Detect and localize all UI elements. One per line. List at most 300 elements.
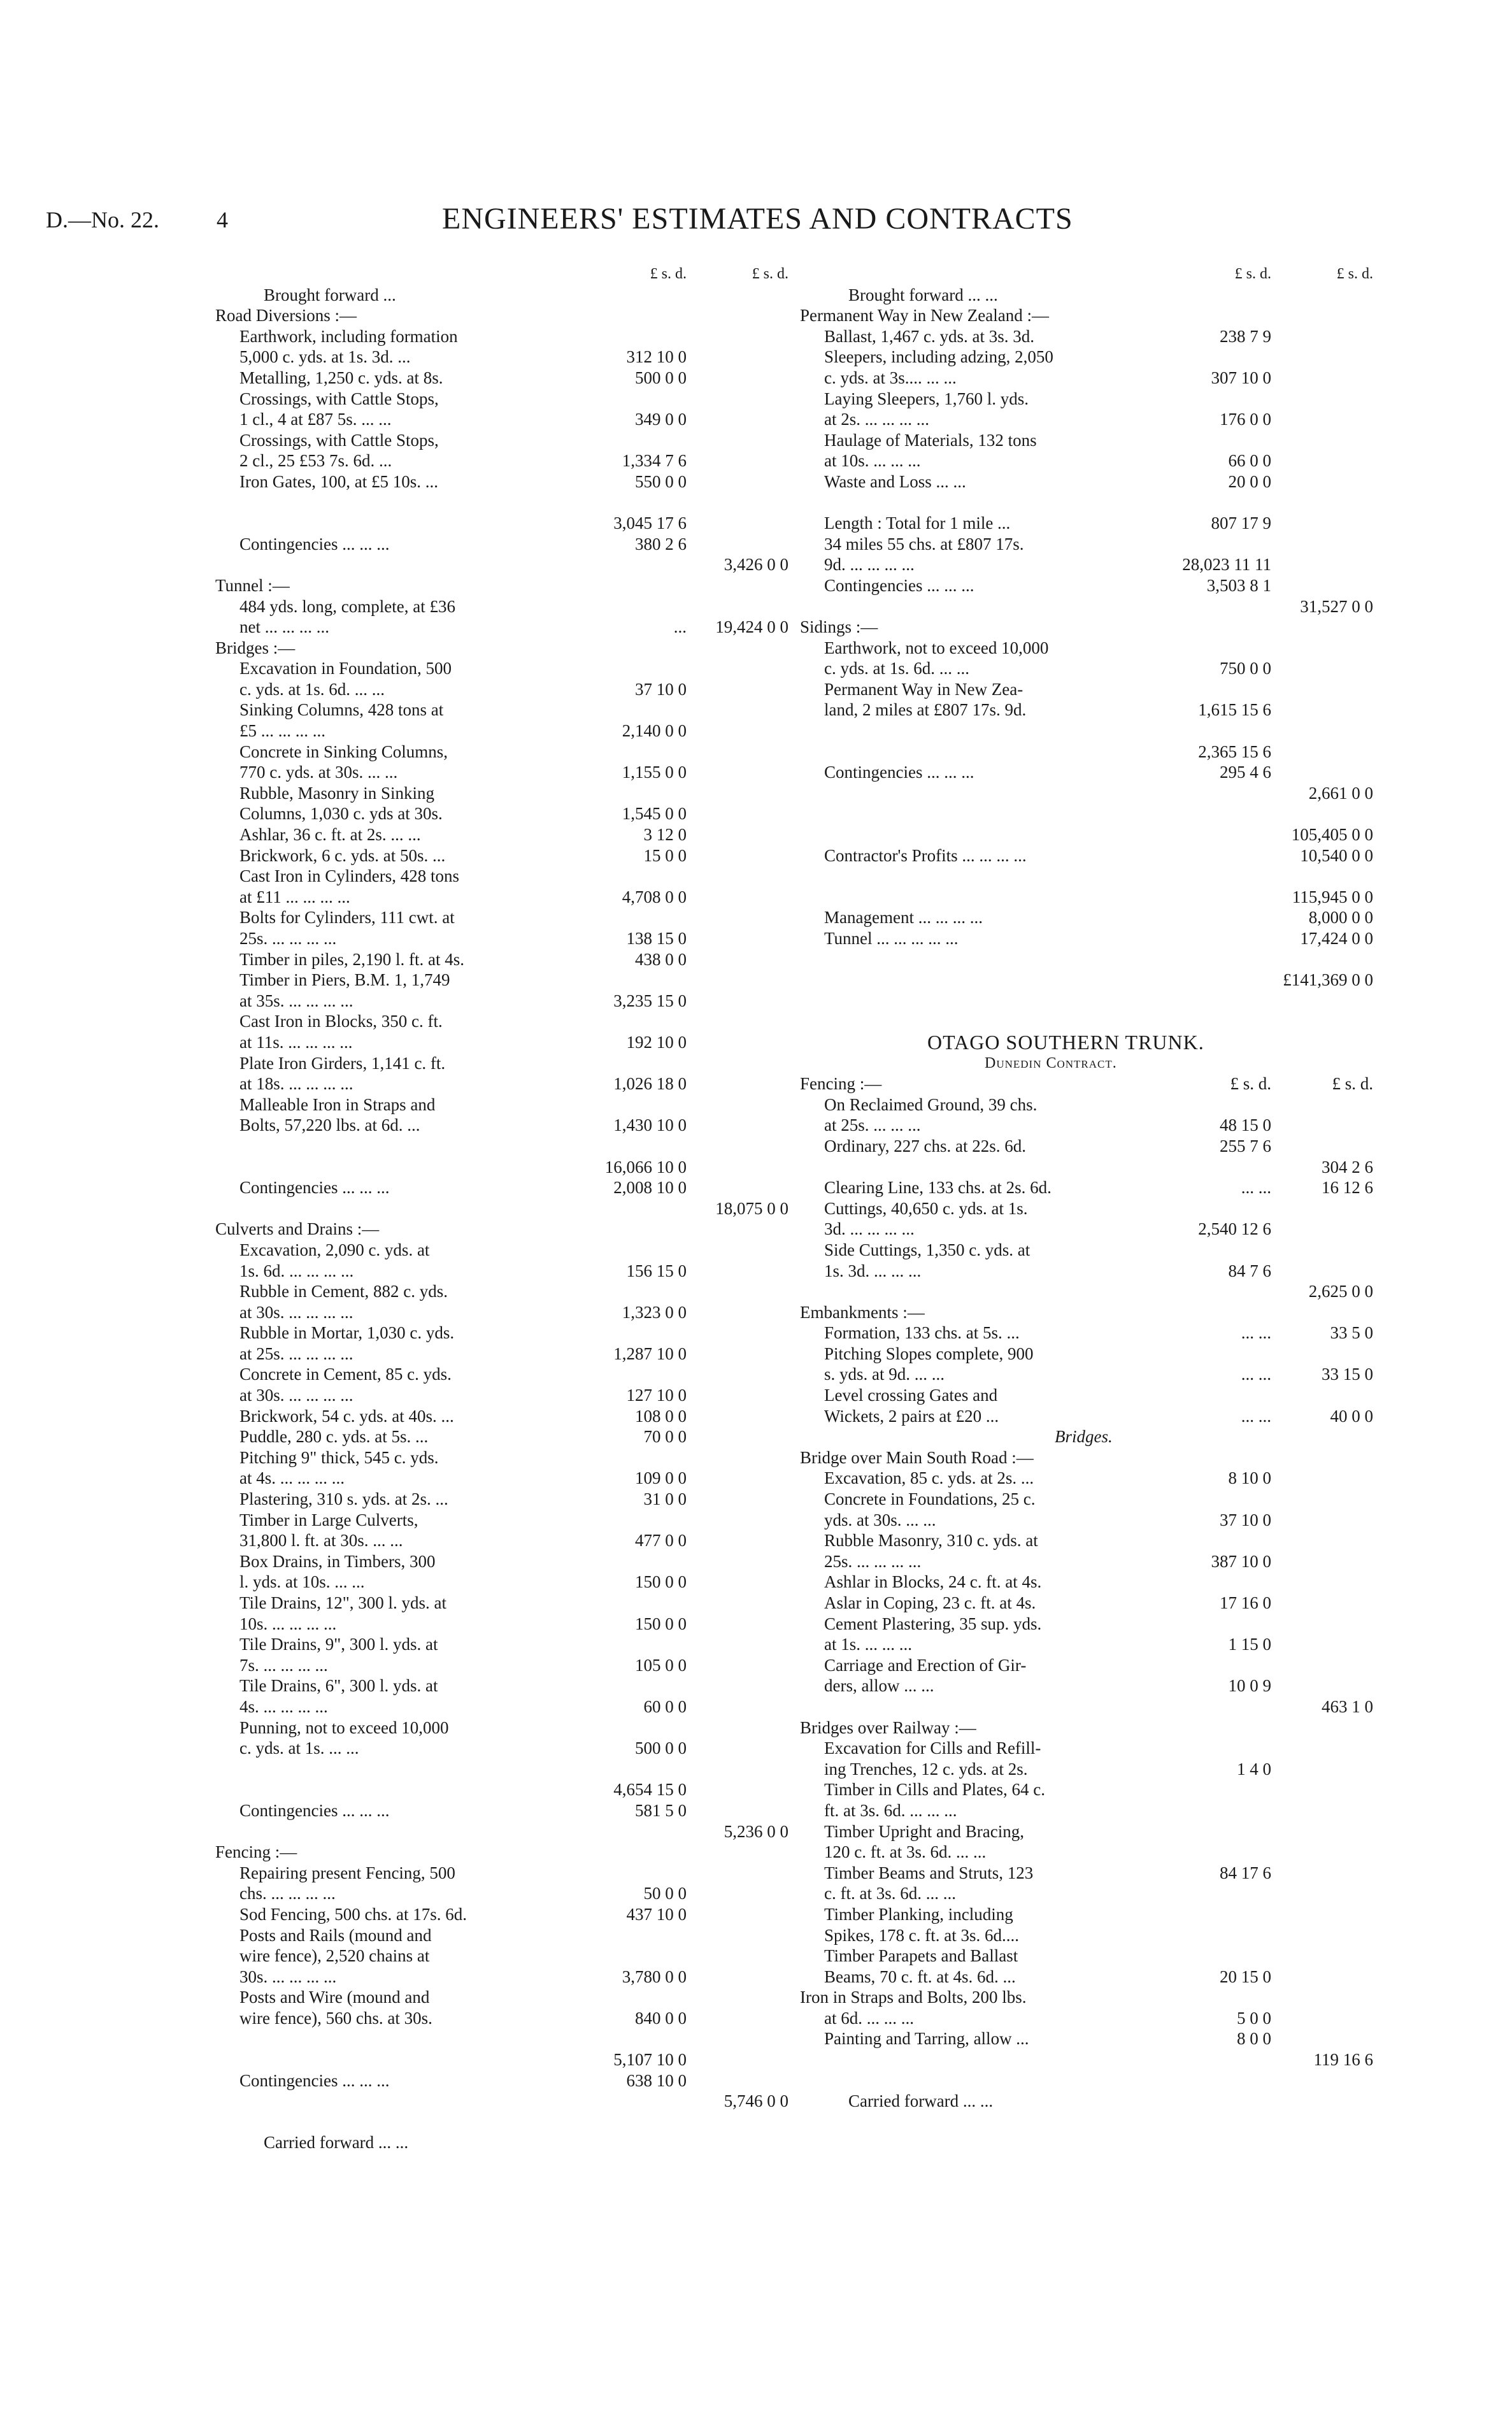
ledger-row	[800, 1385, 1373, 1406]
ledger-row	[215, 575, 788, 596]
ledger-row	[800, 762, 1373, 783]
ledger-row	[800, 1904, 1373, 1925]
ledger-label: Permanent Way in New Zealand :—	[800, 306, 1049, 326]
ledger-row	[800, 450, 1373, 471]
ledger-label: Cement Plastering, 35 sup. yds.	[824, 1614, 1042, 1633]
ledger-row	[215, 1281, 788, 1302]
ledger-subtotal: 238 7 9	[1220, 326, 1271, 346]
ledger-row	[215, 1364, 788, 1385]
ledger-subtotal: 5 0 0	[1237, 2008, 1271, 2028]
ledger-label: Earthwork, not to exceed 10,000	[824, 638, 1049, 657]
ledger-total: 3,426 0 0	[724, 555, 788, 575]
ledger-label: Bolts for Cylinders, 111 cwt. at	[239, 908, 455, 928]
ledger-label: Concrete in Sinking Columns,	[239, 742, 448, 761]
ledger-row	[215, 1094, 788, 1115]
ledger-row	[215, 1696, 788, 1717]
ledger-label: wire fence), 2,520 chains at	[239, 1946, 430, 1966]
ledger-row	[800, 1302, 1373, 1323]
currency-header	[800, 264, 1373, 285]
ledger-subtotal: 15 0 0	[643, 845, 687, 865]
ledger-row	[215, 1946, 788, 1967]
ledger-subtotal: 438 0 0	[635, 949, 687, 969]
ledger-row	[800, 720, 1373, 742]
ledger-label: 30s. ... ... ... ...	[239, 1967, 337, 1986]
ledger-row	[215, 430, 788, 451]
ledger-subtotal: 84 7 6	[1228, 1261, 1271, 1280]
ledger-subtotal: 8 0 0	[1237, 2029, 1271, 2049]
right-column	[800, 264, 1373, 2112]
ledger-row	[800, 1073, 1373, 1094]
ledger-row	[215, 1655, 788, 1676]
ledger-label: Ashlar, 36 c. ft. at 2s. ... ...	[239, 825, 421, 845]
ledger-label: Timber in piles, 2,190 l. ft. at 4s.	[239, 949, 465, 969]
ledger-row	[800, 1406, 1373, 1427]
ledger-row	[800, 554, 1373, 575]
ledger-label: Bridges over Railway :—	[800, 1717, 976, 1737]
ledger-row	[800, 1344, 1373, 1365]
ledger-row	[800, 471, 1373, 492]
ledger-label: Malleable Iron in Straps and	[239, 1094, 436, 1114]
ledger-subtotal: 31 0 0	[643, 1489, 687, 1509]
ledger-subtotal: 255 7 6	[1220, 1136, 1271, 1156]
ledger-row	[800, 2091, 1373, 2112]
ledger-label: Rubble in Cement, 882 c. yds.	[239, 1282, 448, 1301]
ledger-row	[215, 1053, 788, 1074]
ledger-row	[800, 1883, 1373, 1904]
ledger-label: c. yds. at 1s. ... ...	[239, 1738, 359, 1758]
ledger-label: Contingencies ... ... ...	[239, 1800, 390, 1820]
ledger-label: ft. at 3s. 6d. ... ... ...	[824, 1800, 957, 1820]
ledger-row	[215, 1240, 788, 1261]
ledger-row	[215, 1821, 788, 1842]
ledger-label: Ashlar in Blocks, 24 c. ft. at 4s.	[824, 1572, 1042, 1592]
ledger-subtotal: 807 17 9	[1211, 513, 1271, 533]
ledger-row	[215, 2091, 788, 2112]
ledger-label: 4s. ... ... ... ...	[239, 1696, 328, 1716]
ledger-label: Tile Drains, 12", 300 l. yds. at	[239, 1593, 447, 1612]
ledger-label: at 4s. ... ... ... ...	[239, 1468, 345, 1488]
ledger-label: at £11 ... ... ... ...	[239, 887, 350, 907]
ledger-subtotal: 37 10 0	[635, 679, 687, 699]
ledger-row	[215, 658, 788, 679]
ledger-row	[215, 783, 788, 804]
ledger-row	[215, 1406, 788, 1427]
ledger-label: Metalling, 1,250 c. yds. at 8s.	[239, 368, 443, 387]
ledger-label: Side Cuttings, 1,350 c. yds. at	[824, 1240, 1031, 1259]
ledger-row	[215, 866, 788, 887]
ledger-row	[800, 699, 1373, 720]
ledger-row	[215, 1717, 788, 1738]
ledger-label: Level crossing Gates and	[824, 1386, 998, 1405]
ledger-label: 1s. 3d. ... ... ...	[824, 1261, 922, 1280]
ledger-row	[800, 1863, 1373, 1884]
ledger-row	[215, 1530, 788, 1551]
ledger-label: Cuttings, 40,650 c. yds. at 1s.	[824, 1198, 1028, 1218]
ledger-row	[215, 991, 788, 1012]
ledger-label: Excavation in Foundation, 500	[239, 659, 452, 678]
ledger-row	[215, 803, 788, 824]
ledger-total: 31,527 0 0	[1300, 596, 1373, 616]
ledger-subtotal: 3,045 17 6	[613, 513, 687, 533]
ledger-total: 17,424 0 0	[1300, 929, 1373, 948]
ledger-label: Brickwork, 54 c. yds. at 40s. ...	[239, 1406, 454, 1426]
ledger-row	[215, 1593, 788, 1614]
ledger-label: Wickets, 2 pairs at £20 ...	[824, 1406, 999, 1426]
ledger-row	[215, 2008, 788, 2029]
ledger-row	[800, 1468, 1373, 1489]
ledger-label: at 35s. ... ... ... ...	[239, 991, 353, 1010]
ledger-row	[800, 1925, 1373, 1946]
ledger-row	[800, 285, 1373, 306]
ledger-row	[800, 1364, 1373, 1385]
ledger-subtotal: 20 15 0	[1220, 1967, 1271, 1986]
ledger-row	[215, 1136, 788, 1157]
ledger-row	[800, 575, 1373, 596]
ledger-row	[215, 1385, 788, 1406]
ledger-row	[800, 1696, 1373, 1717]
ledger-label: Brought forward ... ...	[848, 285, 998, 305]
ledger-subtotal: 2,365 15 6	[1198, 742, 1271, 761]
ledger-label: Iron Gates, 100, at £5 10s. ...	[239, 471, 438, 491]
ledger-label: Concrete in Cement, 85 c. yds.	[239, 1365, 452, 1384]
ledger-row	[215, 2132, 788, 2153]
ledger-label: ing Trenches, 12 c. yds. at 2s.	[824, 1759, 1028, 1779]
ledger-label: Contingencies ... ... ...	[824, 763, 974, 782]
ledger-row	[800, 409, 1373, 430]
ledger-subtotal: £ s. d.	[1230, 1074, 1271, 1094]
ledger-label: Plastering, 310 s. yds. at 2s. ...	[239, 1489, 448, 1509]
ledger-subtotal: 50 0 0	[643, 1884, 687, 1903]
ledger-row	[215, 1759, 788, 1780]
ledger-row	[800, 347, 1373, 368]
ledger-label: Timber Parapets and Ballast	[824, 1946, 1018, 1966]
ledger-row	[215, 1468, 788, 1489]
ledger-row	[800, 326, 1373, 347]
ledger-label: 120 c. ft. at 3s. 6d. ... ...	[824, 1842, 987, 1862]
ledger-total: £141,369 0 0	[1283, 970, 1373, 990]
ledger-row	[800, 1447, 1373, 1468]
ledger-label: 31,800 l. ft. at 30s. ... ...	[239, 1531, 403, 1551]
ledger-row	[800, 1510, 1373, 1531]
ledger-row	[215, 326, 788, 347]
ledger-label: Bridges.	[1055, 1427, 1113, 1447]
ledger-row	[215, 1925, 788, 1946]
ledger-subtotal: ... ...	[1241, 1365, 1271, 1384]
ledger-row	[800, 845, 1373, 866]
ledger-label: Repairing present Fencing, 500	[239, 1863, 455, 1882]
ledger-label: 7s. ... ... ... ...	[239, 1655, 328, 1675]
ledger-label: 2 cl., 25 £53 7s. 6d. ...	[239, 451, 392, 471]
ledger-row	[800, 1177, 1373, 1198]
ledger-label: Fencing :—	[215, 1842, 297, 1862]
ledger-row	[800, 617, 1373, 638]
ledger-label: Culverts and Drains :—	[215, 1219, 380, 1239]
ledger-label: Sleepers, including adzing, 2,050	[824, 347, 1053, 367]
ledger-row	[800, 907, 1373, 928]
ledger-row	[800, 887, 1373, 908]
ledger-row	[215, 305, 788, 326]
ledger-row	[215, 1447, 788, 1468]
ledger-label: Puddle, 280 c. yds. at 5s. ...	[239, 1427, 429, 1447]
ledger-total: 19,424 0 0	[715, 617, 788, 637]
ledger-label: Brought forward ...	[264, 285, 396, 305]
ledger-row	[215, 554, 788, 575]
ledger-total: 18,075 0 0	[715, 1198, 788, 1218]
ledger-label: Road Diversions :—	[215, 306, 357, 326]
ledger-row	[800, 1821, 1373, 1842]
ledger-label: Cast Iron in Cylinders, 428 tons	[239, 866, 459, 886]
ledger-row	[215, 534, 788, 555]
ledger-label: Tunnel ... ... ... ... ...	[824, 929, 959, 948]
ledger-label: s. yds. at 9d. ... ...	[824, 1365, 945, 1384]
ledger-label: OTAGO SOUTHERN TRUNK.	[927, 1030, 1204, 1054]
ledger-row	[215, 2028, 788, 2049]
ledger-row	[800, 949, 1373, 970]
ledger-row	[800, 1800, 1373, 1821]
ledger-label: Sidings :—	[800, 617, 878, 637]
ledger-label: Painting and Tarring, allow ...	[824, 2029, 1029, 2049]
ledger-row	[215, 1551, 788, 1572]
ledger-row	[800, 783, 1373, 804]
ledger-label: Tunnel :—	[215, 575, 290, 595]
ledger-row	[215, 1883, 788, 1904]
ledger-subtotal: 150 0 0	[635, 1614, 687, 1633]
ledger-label: 484 yds. long, complete, at £36	[239, 596, 455, 616]
ledger-subtotal: 1,430 10 0	[613, 1115, 687, 1135]
ledger-label: chs. ... ... ... ...	[239, 1884, 336, 1903]
ledger-row	[800, 1717, 1373, 1738]
ledger-row	[215, 389, 788, 410]
ledger-label: Length : Total for 1 mile ...	[824, 513, 1011, 533]
ledger-row	[215, 1426, 788, 1447]
ledger-subtotal: 156 15 0	[626, 1261, 687, 1280]
ledger-label: Iron in Straps and Bolts, 200 lbs.	[800, 1988, 1027, 2007]
ledger-total: 40 0 0	[1330, 1406, 1373, 1426]
ledger-label: Haulage of Materials, 132 tons	[824, 430, 1037, 450]
ledger-row	[215, 928, 788, 949]
ledger-row	[800, 596, 1373, 617]
ledger-row	[215, 1344, 788, 1365]
ledger-row	[800, 2049, 1373, 2070]
currency-header-total: £ s. d.	[1336, 266, 1373, 282]
ledger-subtotal: 48 15 0	[1220, 1115, 1271, 1135]
ledger-subtotal: 1,334 7 6	[622, 451, 687, 471]
ledger-row	[215, 1987, 788, 2008]
ledger-label: Posts and Wire (mound and	[239, 1988, 430, 2007]
ledger-row	[215, 762, 788, 783]
ledger-row	[215, 2112, 788, 2133]
ledger-row	[800, 2008, 1373, 2029]
ledger-row	[215, 1779, 788, 1800]
ledger-label: Management ... ... ... ...	[824, 908, 983, 928]
ledger-subtotal: 5,107 10 0	[613, 2050, 687, 2070]
ledger-subtotal: 477 0 0	[635, 1531, 687, 1551]
ledger-row	[800, 1136, 1373, 1157]
ledger-subtotal: 380 2 6	[635, 534, 687, 554]
ledger-subtotal: 3,503 8 1	[1206, 575, 1271, 595]
ledger-row	[215, 2070, 788, 2091]
ledger-subtotal: 387 10 0	[1211, 1551, 1271, 1571]
ledger-subtotal: 127 10 0	[626, 1386, 687, 1405]
ledger-row	[800, 1572, 1373, 1593]
ledger-row	[215, 596, 788, 617]
ledger-row	[215, 1842, 788, 1863]
ledger-label: Formation, 133 chs. at 5s. ...	[824, 1323, 1020, 1343]
ledger-row	[800, 742, 1373, 763]
ledger-label: Contingencies ... ... ...	[239, 1178, 390, 1198]
ledger-row	[215, 2049, 788, 2070]
ledger-total: 304 2 6	[1322, 1157, 1373, 1177]
ledger-row	[215, 824, 788, 845]
ledger-label: Contingencies ... ... ...	[824, 575, 974, 595]
ledger-subtotal: 840 0 0	[635, 2008, 687, 2028]
ledger-label: Cast Iron in Blocks, 350 c. ft.	[239, 1012, 443, 1031]
ledger-subtotal: 295 4 6	[1220, 763, 1271, 782]
ledger-label: at 18s. ... ... ... ...	[239, 1074, 353, 1094]
ledger-row	[800, 534, 1373, 555]
ledger-label: l. yds. at 10s. ... ...	[239, 1572, 365, 1592]
ledger-label: Carriage and Erection of Gir-	[824, 1655, 1027, 1675]
ledger-row	[800, 305, 1373, 326]
ledger-row	[800, 1614, 1373, 1635]
ledger-label: 3d. ... ... ... ...	[824, 1219, 915, 1239]
ledger-label: Concrete in Foundations, 25 c.	[824, 1489, 1036, 1509]
ledger-label: wire fence), 560 chs. at 30s.	[239, 2008, 432, 2028]
ledger-label: 1s. 6d. ... ... ... ...	[239, 1261, 354, 1280]
ledger-label: Excavation for Cills and Refill-	[824, 1738, 1041, 1758]
ledger-row	[800, 928, 1373, 949]
ledger-label: Dunedin Contract.	[985, 1054, 1117, 1071]
ledger-row	[215, 1634, 788, 1655]
ledger-total: £ s. d.	[1332, 1074, 1373, 1094]
ledger-row	[215, 1115, 788, 1136]
ledger-total: 119 16 6	[1313, 2050, 1373, 2070]
ledger-row	[800, 1281, 1373, 1302]
ledger-label: Fencing :—	[800, 1074, 882, 1094]
ledger-label: 9d. ... ... ... ...	[824, 555, 915, 575]
ledger-row	[800, 1219, 1373, 1240]
ledger-label: 5,000 c. yds. at 1s. 3d. ...	[239, 347, 411, 367]
ledger-row	[215, 742, 788, 763]
ledger-row	[800, 1261, 1373, 1282]
ledger-total: 2,661 0 0	[1308, 783, 1373, 803]
ledger-row	[800, 2028, 1373, 2049]
ledger-label: 34 miles 55 chs. at £807 17s.	[824, 534, 1024, 554]
ledger-subtotal: 8 10 0	[1228, 1468, 1271, 1488]
ledger-label: Timber in Large Culverts,	[239, 1510, 418, 1530]
ledger-label: Pitching 9" thick, 545 c. yds.	[239, 1447, 439, 1467]
ledger-label: at 25s. ... ... ... ...	[239, 1344, 353, 1363]
ledger-label: Clearing Line, 133 chs. at 2s. 6d.	[824, 1178, 1052, 1198]
ledger-label: Spikes, 178 c. ft. at 3s. 6d....	[824, 1925, 1019, 1945]
ledger-row	[215, 907, 788, 928]
ledger-label: net ... ... ... ...	[239, 617, 329, 637]
ledger-subtotal: 1,155 0 0	[622, 763, 687, 782]
ledger-row	[800, 1593, 1373, 1614]
ledger-subtotal: 581 5 0	[635, 1800, 687, 1820]
ledger-row	[215, 638, 788, 659]
ledger-row	[800, 1738, 1373, 1759]
ledger-row	[215, 1675, 788, 1696]
ledger-subtotal: 312 10 0	[626, 347, 687, 367]
ledger-subtotal: 1 15 0	[1228, 1635, 1271, 1654]
ledger-row	[215, 1261, 788, 1282]
ledger-label: Tile Drains, 6", 300 l. yds. at	[239, 1676, 438, 1696]
ledger-label: c. yds. at 1s. 6d. ... ...	[824, 659, 969, 678]
ledger-total: 2,625 0 0	[1308, 1282, 1373, 1301]
ledger-label: Rubble, Masonry in Sinking	[239, 783, 435, 803]
ledger-subtotal: 20 0 0	[1228, 471, 1271, 491]
ledger-label: 10s. ... ... ... ...	[239, 1614, 337, 1633]
ledger-row	[800, 1198, 1373, 1219]
ledger-row	[215, 1322, 788, 1344]
ledger-row	[215, 949, 788, 970]
ledger-label: 25s. ... ... ... ...	[239, 929, 337, 948]
ledger-label: Punning, not to exceed 10,000	[239, 1717, 449, 1737]
ledger-label: Bridge over Main South Road :—	[800, 1447, 1034, 1467]
ledger-subtotal: 4,708 0 0	[622, 887, 687, 907]
ledger-row	[215, 720, 788, 742]
ledger-subtotal: 3 12 0	[643, 825, 687, 845]
ledger-label: Ordinary, 227 chs. at 22s. 6d.	[824, 1136, 1026, 1156]
ledger-label: 1 cl., 4 at £87 5s. ... ...	[239, 410, 392, 429]
ledger-subtotal: 1,026 18 0	[613, 1074, 687, 1094]
ledger-subtotal: 3,235 15 0	[613, 991, 687, 1010]
ledger-label: at 2s. ... ... ... ...	[824, 410, 929, 429]
ledger-label: Posts and Rails (mound and	[239, 1925, 432, 1945]
ledger-subtotal: 1 4 0	[1237, 1759, 1271, 1779]
ledger-row	[215, 1198, 788, 1219]
ledger-subtotal: 638 10 0	[626, 2070, 687, 2090]
ledger-subtotal: 500 0 0	[635, 1738, 687, 1758]
ledger-subtotal: 17 16 0	[1220, 1593, 1271, 1612]
ledger-row	[215, 1863, 788, 1884]
currency-header-total: £ s. d.	[752, 266, 788, 282]
page-number: 4	[217, 207, 228, 233]
ledger-label: at 10s. ... ... ...	[824, 451, 921, 471]
ledger-row	[215, 1177, 788, 1198]
ledger-row	[800, 1842, 1373, 1863]
ledger-row	[800, 1011, 1373, 1032]
currency-header-sub: £ s. d.	[650, 266, 687, 282]
ledger-row	[215, 887, 788, 908]
ledger-total: 5,236 0 0	[724, 1821, 788, 1841]
ledger-total: 33 5 0	[1330, 1323, 1373, 1343]
ledger-subtotal: 1,287 10 0	[613, 1344, 687, 1363]
ledger-total: 463 1 0	[1322, 1696, 1373, 1716]
ledger-label: Excavation, 2,090 c. yds. at	[239, 1240, 430, 1259]
ledger-row	[800, 1946, 1373, 1967]
ledger-row	[800, 970, 1373, 991]
ledger-label: On Reclaimed Ground, 39 chs.	[824, 1094, 1038, 1114]
ledger-label: Timber in Piers, B.M. 1, 1,749	[239, 970, 450, 990]
ledger-subtotal: 550 0 0	[635, 471, 687, 491]
ledger-label: at 30s. ... ... ... ...	[239, 1302, 353, 1322]
ledger-subtotal: 500 0 0	[635, 368, 687, 387]
ledger-row	[215, 368, 788, 389]
ledger-row	[215, 409, 788, 430]
ledger-row	[800, 1157, 1373, 1178]
ledger-subtotal: ...	[673, 617, 687, 637]
ledger-label: Contractor's Profits ... ... ... ...	[824, 845, 1027, 865]
ledger-row	[215, 1614, 788, 1635]
ledger-row	[800, 1115, 1373, 1136]
ledger-subtotal: 109 0 0	[635, 1468, 687, 1488]
ledger-subtotal: 16,066 10 0	[604, 1157, 687, 1177]
ledger-label: Pitching Slopes complete, 900	[824, 1344, 1034, 1363]
ledger-subtotal: 84 17 6	[1220, 1863, 1271, 1882]
ledger-subtotal: 108 0 0	[635, 1406, 687, 1426]
